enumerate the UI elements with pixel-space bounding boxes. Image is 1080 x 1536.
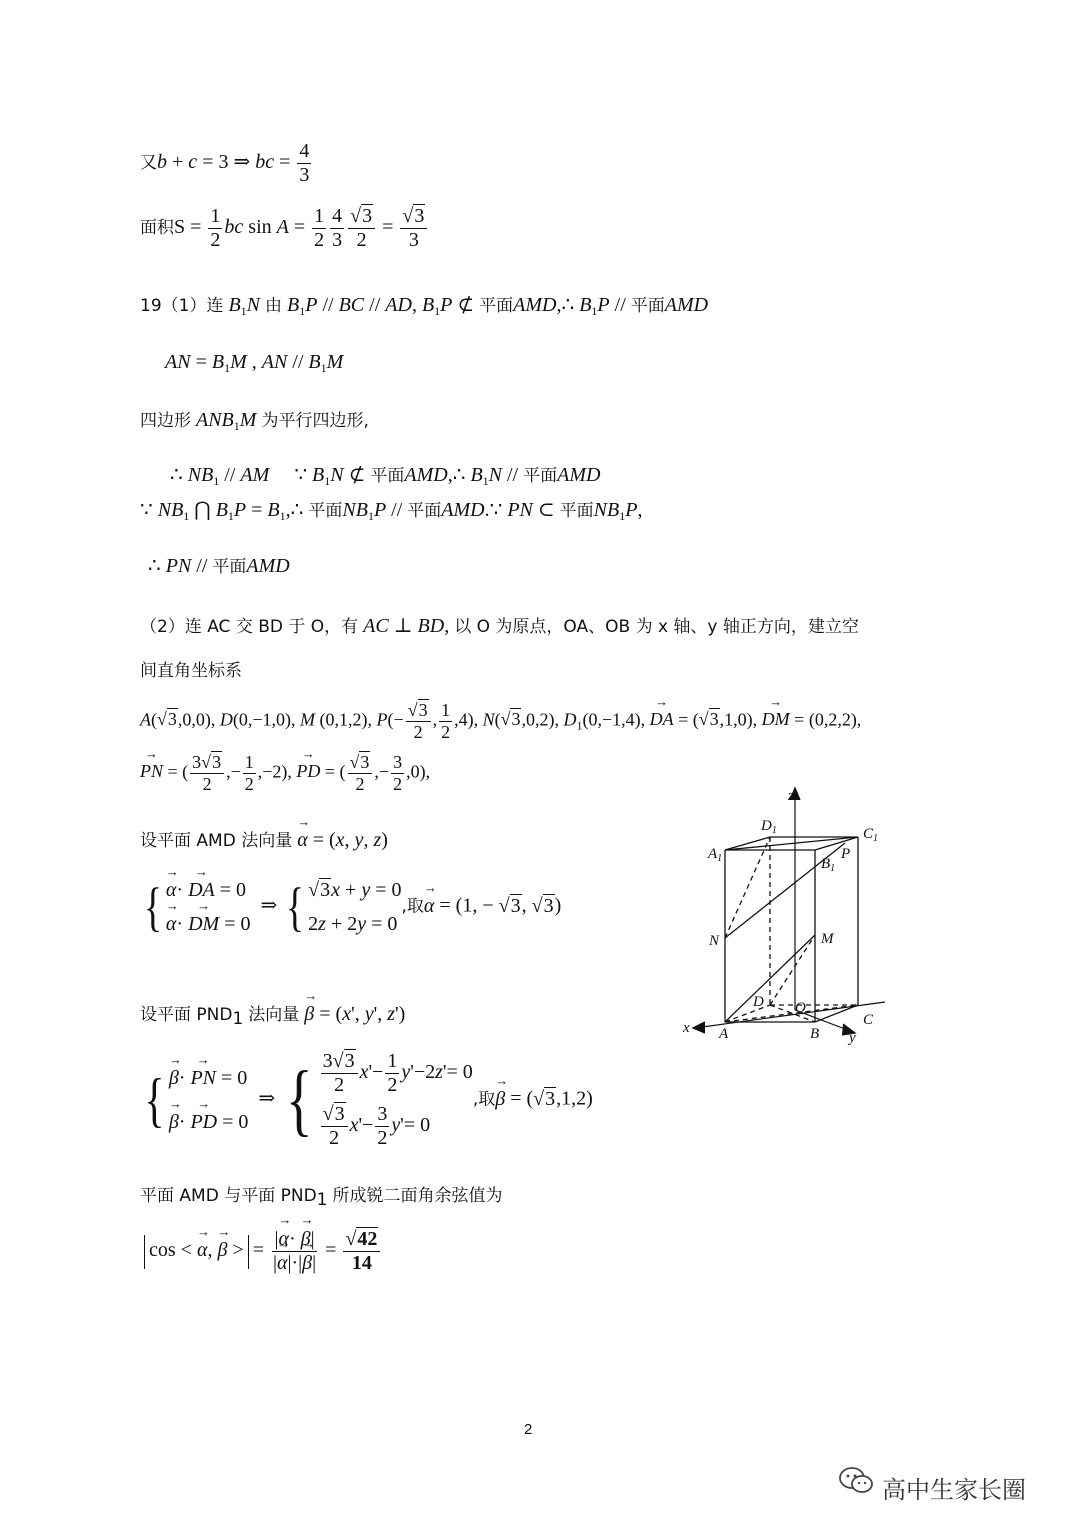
line-part2: （2）连 AC 交 BD 于 O，有 AC ⊥ BD, 以 O 为原点，OA、OB 为 x 轴、y 轴正方向，建立空 (140, 615, 859, 637)
line-coords: A(√3,0,0), D(0,−1,0), M (0,1,2), P(− $\frac{√3}{2}$ , $\frac{1}{2}$ ,4), N(√3,0,2), $D_1(0,-1,4)$, → DA = (√3,1,0), → DM = (0,2,2), (140, 700, 861, 742)
prism-figure (675, 780, 895, 1050)
line-pn: ∴ PN // 平面AMD (148, 555, 290, 577)
line-nb1-am: ∴ $NB_1$ // AM ∵ $B_1N$ ⊄ 平面AMD,∴ $B_1N$ // 平面AMD (170, 464, 601, 488)
text-area: 面积 (140, 218, 174, 239)
system2: { → β· → PN = 0 → β· → PD = 0 ⇒ { $\frac{3√3}{2}$ x'− $\frac{1}{2}$ y'−2z'= 0 $\frac{√3}{2}$ x'− $\frac{3}{2}$ y'= 0 ,取→ β = (√3,1,2) (140, 1050, 593, 1150)
line-normal1: 设平面 AMD 法向量 → α = (x, y, z) (140, 830, 388, 850)
text-normal2: 设平面 PND (140, 1005, 233, 1025)
svg-text:C1: $C_1$ (863, 826, 879, 844)
svg-text:B1: $B_1$ (821, 856, 836, 874)
line-parallelogram: 四边形 $ANB_1M$ 为平行四边形, (140, 409, 369, 433)
line-normal2: 设平面 $PND_1$ 法向量 → β = (x', y', z') (140, 1004, 405, 1024)
text-part2-b: 以 O 为原点，OA、OB 为 x 轴、y 轴正方向，建立空 (454, 617, 859, 637)
text-take: ,取 (401, 896, 424, 917)
svg-text:B: B (810, 1026, 820, 1042)
line-cos-formula: cos < → α, → β > = $\frac{|\to \alpha\cdot \to \beta|}{|\to \alpha|\cdot|\to \beta|}$ = $\frac{√42}{14}$ (140, 1228, 382, 1275)
text-prefix: 又 (140, 153, 157, 174)
text-plane: 平面 (370, 466, 405, 486)
text-sub: 1 (232, 1009, 244, 1029)
line-part2-c (140, 660, 242, 680)
text-plane: 平面 (630, 296, 665, 316)
line-q19: 19（1）连 $B_1N$ 由 $B_1P$ // BC // AD, $B_1P$ ⊄ 平面AMD,∴ $B_1P$ // 平面AMD (140, 294, 709, 318)
text-normal2-b: 法向量 (248, 1005, 300, 1025)
svg-text:D1: $D_1$ (761, 818, 777, 836)
cos-num: 42 (357, 1228, 378, 1250)
text-sub: 1 (316, 1190, 328, 1210)
line-cos-text (140, 1185, 503, 1210)
line-intersect: ∵ $NB_1$ ⋂ $B_1P$ = $B_1,\therefore$ 平面$NB_1P$ // 平面AMD.∵ PN ⊂ 平面$NB_1P$, (140, 499, 643, 523)
svg-text:P: P (841, 846, 851, 862)
svg-text:A: A (719, 1026, 729, 1042)
text-is-parallelogram: 为平行四边形, (261, 411, 369, 431)
svg-text:z: z (788, 788, 794, 804)
text-plane: 平面 (212, 557, 247, 577)
wechat-icon (838, 1466, 874, 1501)
text-plane: 平面 (407, 501, 442, 521)
svg-text:A1: $A_1$ (708, 846, 723, 864)
text-quad: 四边形 (140, 411, 191, 431)
svg-text:N: N (709, 933, 720, 949)
svg-text:M: M (821, 931, 834, 947)
page-number: 2 (524, 1421, 533, 1438)
svg-text:O: O (795, 1000, 806, 1016)
line-area: 面积S = $\frac{1}{2}$ bc sin A = $\frac{1}{2}$ $\frac{4}{3}$ $\frac{√3}{2}$ = $\frac{√3}{3}$ (140, 205, 429, 252)
svg-text:x: x (683, 1020, 690, 1036)
line-an: AN = $B_1M$ , AN // $B_1M$ (165, 351, 344, 375)
line-bc: 又b + c = 3 ⇒ bc = $\frac{4}{3}$ (140, 140, 310, 186)
text-plane: 平面 (559, 501, 594, 521)
system1: { → α· → DA = 0 → α· → DM = 0 ⇒ { √3x + y = 0 2z + 2y = 0 ,取→ α = (1, − √3, √3) (140, 880, 561, 934)
watermark-text: 高中生家长圈 (882, 1476, 1026, 1504)
svg-text:y: y (849, 1030, 856, 1046)
text-normal1: 设平面 AMD 法向量 (140, 831, 293, 851)
text-plane: 平面 (308, 501, 343, 521)
q19-label: 19（1）连 (140, 296, 224, 316)
text-cos-b: 所成锐二面角余弦值为 (332, 1186, 503, 1206)
svg-text:D: D (753, 994, 764, 1010)
cos-den: 14 (351, 1252, 372, 1274)
text-part2-c: 间直角坐标系 (140, 661, 242, 681)
svg-text:C: C (863, 1012, 874, 1028)
text-plane: 平面 (523, 466, 558, 486)
text-take: ,取 (472, 1089, 496, 1110)
text-part2-a: （2）连 AC 交 BD 于 O，有 (140, 617, 359, 637)
text-by: 由 (265, 296, 283, 316)
text-plane: 平面 (479, 296, 514, 316)
line-vectors: → PN = ( $\frac{3√3}{2}$ ,− $\frac{1}{2}$ ,−2), → PD = ( $\frac{√3}{2}$ ,− $\frac{3}{2}$ ,0), (140, 752, 430, 794)
text-cos-a: 平面 AMD 与平面 PND (140, 1186, 317, 1206)
